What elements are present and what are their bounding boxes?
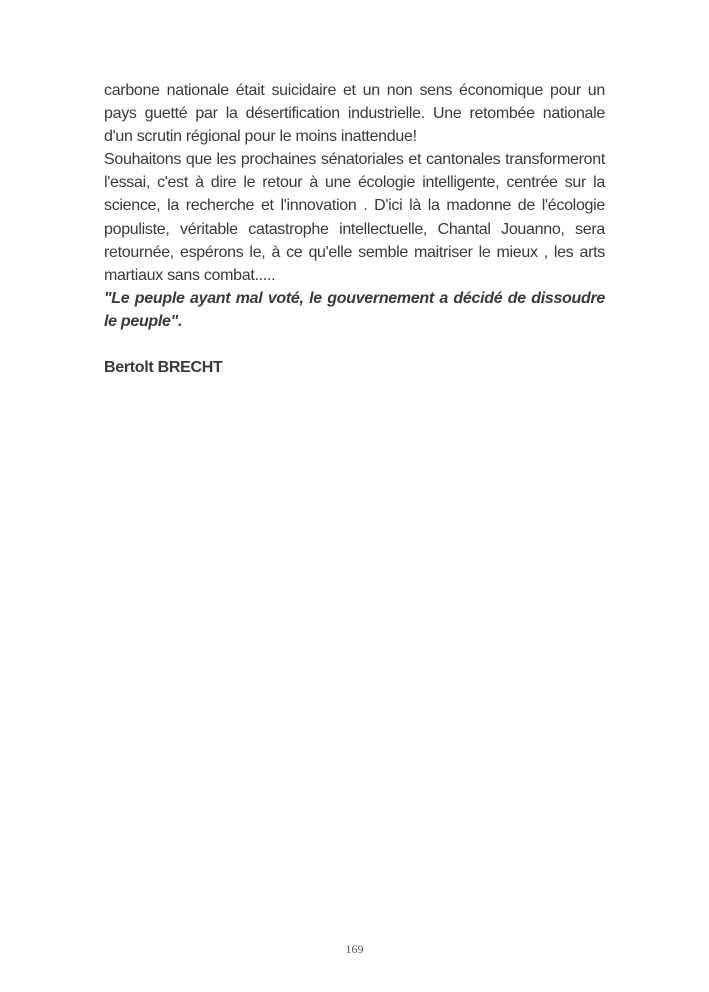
paragraph-1: carbone nationale était suicidaire et un non sens économique pour un pays guetté par la désertification industrielle. Une retombée nationale d'un scrutin régional pour le moins inattendue! — [104, 82, 605, 146]
quote-author: Bertolt BRECHT — [104, 359, 223, 377]
paragraph-2: Souhaitons que les prochaines sénatoriales et cantonales transformeront l'essai, c'est à dire le retour à une écologie intelligente, centrée sur la science, la recherche et l'innovation . D'ici là la madonne de l'écologie populiste, véritable catastrophe intellectuelle, Chantal Jouanno, sera retournée, espérons le, à ce qu'elle semble maitriser le mieux , les arts martiaux sans combat..... — [104, 151, 605, 284]
page-body — [104, 79, 605, 379]
page-number: 169 — [345, 942, 364, 956]
quote: "Le peuple ayant mal voté, le gouvernement a décidé de dissoudre le peuple". — [104, 289, 605, 330]
